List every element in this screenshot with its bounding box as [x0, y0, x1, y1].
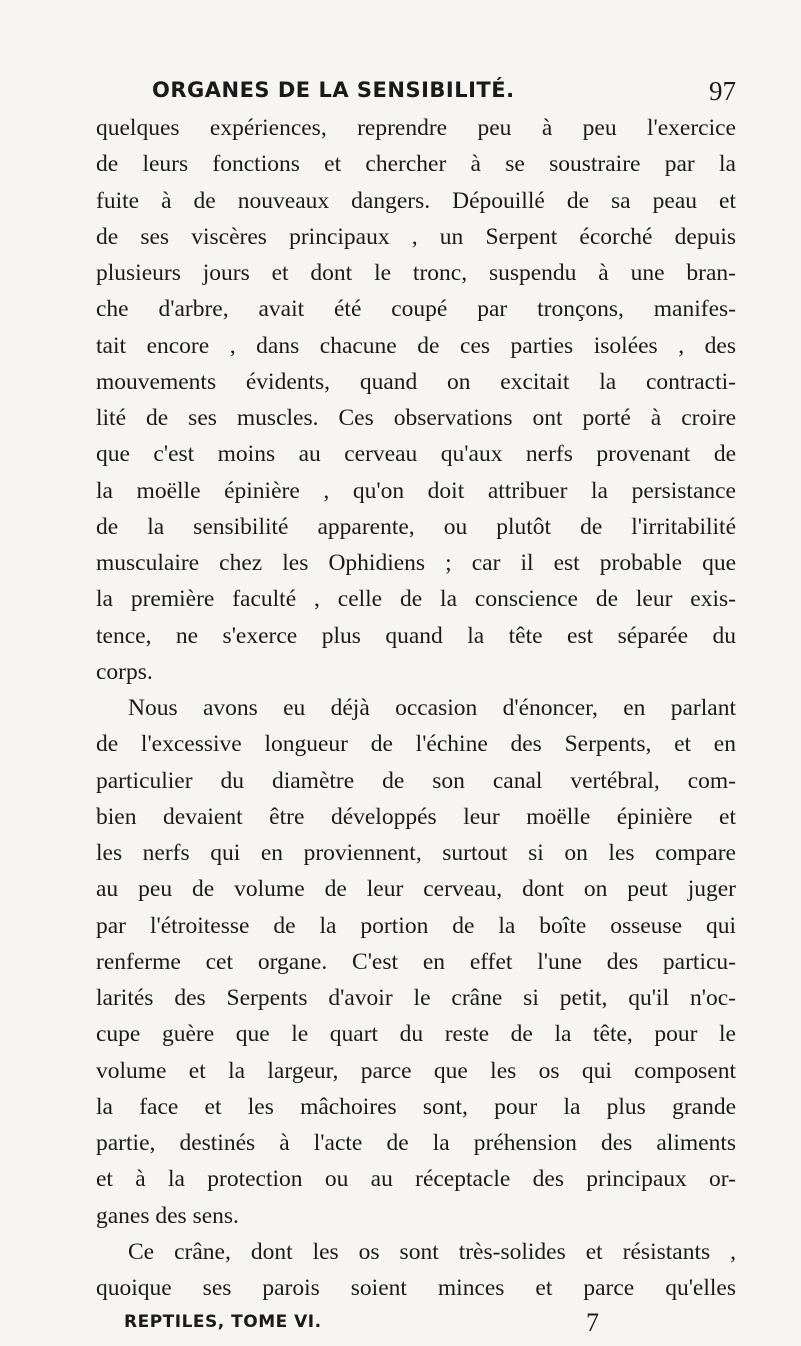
text-line: de la sensibilité apparente, ou plutôt de l'irritabilité	[96, 513, 736, 540]
text-line: renferme cet organe. C'est en effet l'une des particu-	[96, 948, 736, 975]
paragraph-end-line: ganes des sens.	[96, 1202, 239, 1229]
text-line: quoique ses parois soient minces et parce qu'elles	[96, 1275, 736, 1301]
printer-signature: REPTILES, TOME VI.	[124, 1312, 322, 1333]
text-line: tence, ne s'exerce plus quand la tête est séparée du	[96, 622, 736, 649]
paragraph-end-line: corps.	[96, 658, 153, 685]
text-line: volume et la largeur, parce que les os qui composent	[96, 1057, 736, 1084]
text-line: bien devaient être développés leur moëlle épinière et	[96, 803, 736, 830]
text-line: musculaire chez les Ophidiens ; car il est probable que	[96, 550, 736, 576]
text-line: mouvements évidents, quand on excitait la contracti-	[96, 368, 736, 395]
text-line: quelques expériences, reprendre peu à peu l'exercice	[96, 115, 736, 141]
text-line: partie, destinés à l'acte de la préhension des aliments	[96, 1130, 736, 1156]
page-number: 97	[709, 76, 736, 106]
text-line: que c'est moins au cerveau qu'aux nerfs provenant de	[96, 441, 736, 468]
text-line: la moëlle épinière , qu'on doit attribuer la persistance	[96, 477, 736, 504]
text-line: la face et les mâchoires sont, pour la plus grande	[96, 1093, 736, 1120]
paragraph-start-line: Nous avons eu déjà occasion d'énoncer, en parlant	[128, 695, 736, 721]
running-title: ORGANES DE LA SENSIBILITÉ.	[152, 78, 515, 102]
paragraph-start-line: Ce crâne, dont les os sont très-solides et résistants ,	[128, 1238, 736, 1265]
page-footer	[96, 1306, 736, 1346]
body-text	[96, 110, 736, 1306]
text-line: larités des Serpents d'avoir le crâne si petit, qu'il n'oc-	[96, 985, 736, 1011]
text-line: et à la protection ou au réceptacle des principaux or-	[96, 1166, 736, 1193]
text-line: plusieurs jours et dont le tronc, suspendu à une bran-	[96, 260, 736, 286]
text-line: au peu de volume de leur cerveau, dont on peut juger	[96, 876, 736, 903]
text-line: de l'excessive longueur de l'échine des Serpents, et en	[96, 731, 736, 758]
text-line: che d'arbre, avait été coupé par tronçons, manifes-	[96, 296, 736, 323]
text-line: particulier du diamètre de son canal vertébral, com-	[96, 767, 736, 794]
text-line: lité de ses muscles. Ces observations ont porté à croire	[96, 405, 736, 431]
text-line: de leurs fonctions et chercher à se soustraire par la	[96, 151, 736, 178]
text-line: cupe guère que le quart du reste de la tête, pour le	[96, 1021, 736, 1048]
sheet-number: 7	[586, 1308, 599, 1338]
text-line: par l'étroitesse de la portion de la boîte osseuse qui	[96, 912, 736, 939]
text-line: fuite à de nouveaux dangers. Dépouillé de sa peau et	[96, 187, 736, 214]
text-line: de ses viscères principaux , un Serpent écorché depuis	[96, 223, 736, 250]
text-line: la première faculté , celle de la conscience de leur exis-	[96, 586, 736, 613]
running-head	[96, 58, 736, 104]
text-line: tait encore , dans chacune de ces parties isolées , des	[96, 332, 736, 359]
book-page	[96, 58, 736, 1338]
text-line: les nerfs qui en proviennent, surtout si on les compare	[96, 840, 736, 866]
